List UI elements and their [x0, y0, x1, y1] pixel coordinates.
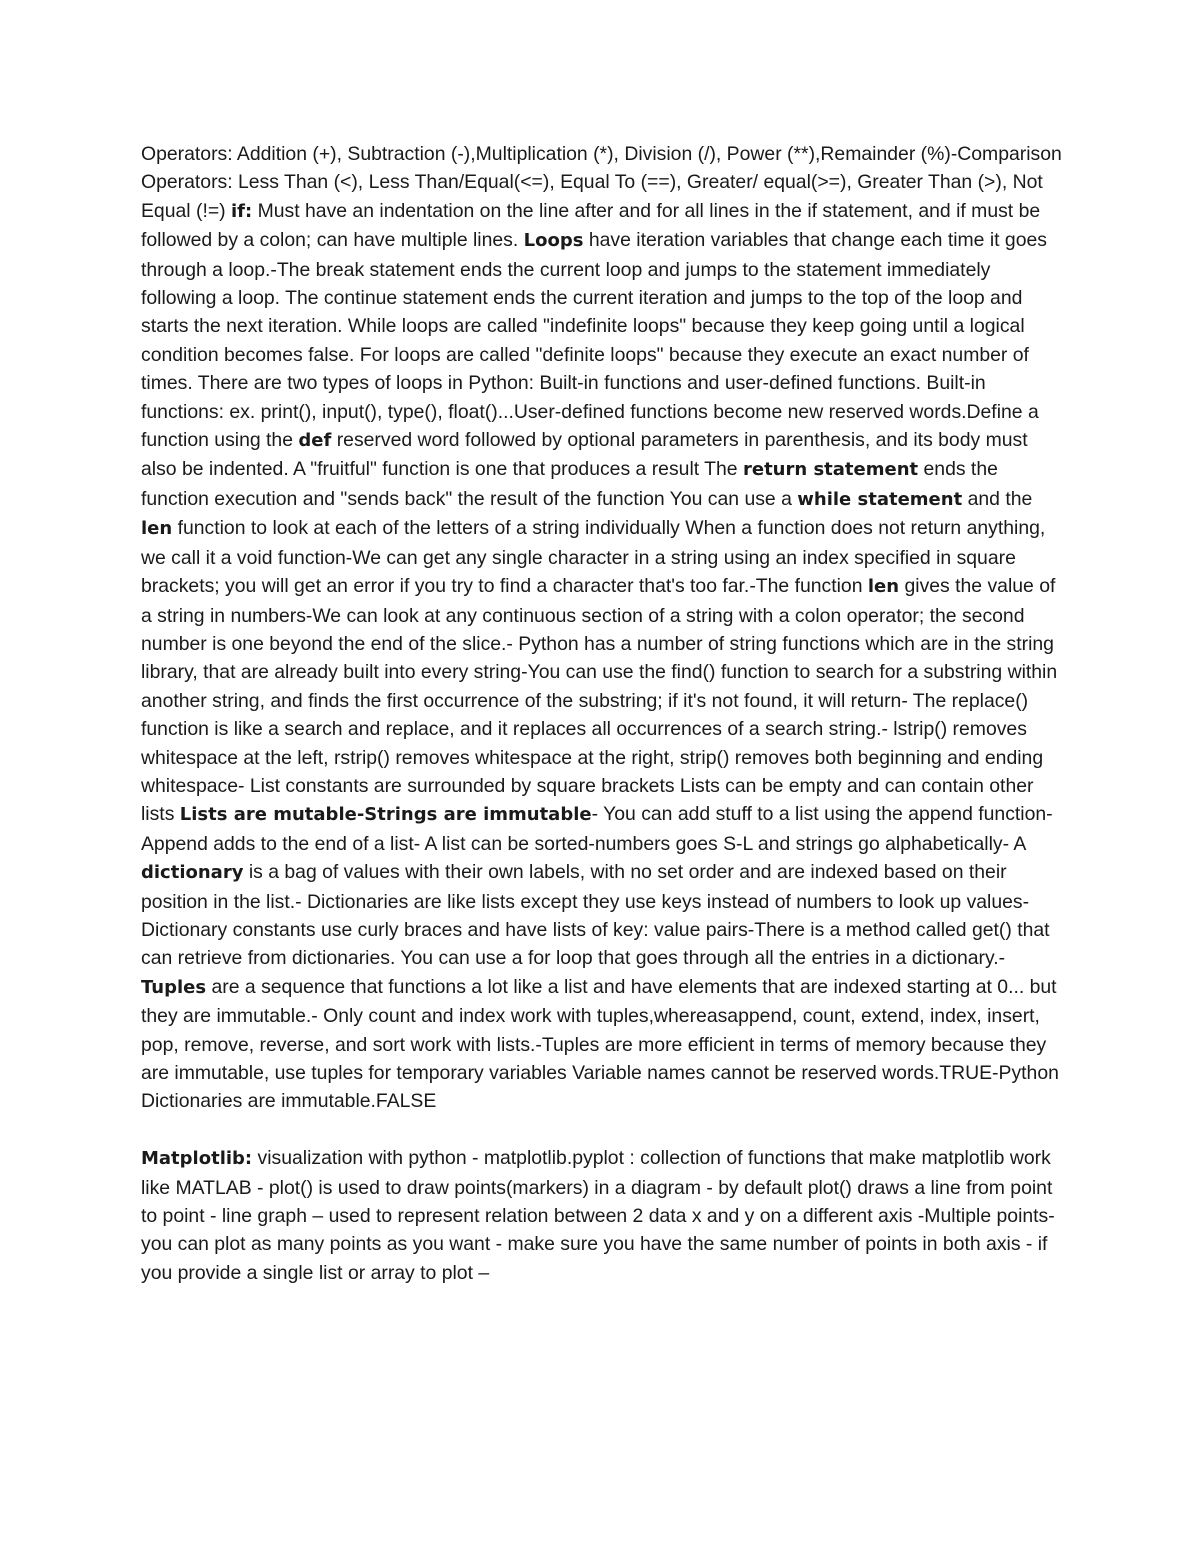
paragraph-matplotlib-notes: [141, 1144, 1066, 1287]
text-run: Must have an indentation on the line after and for all lines in the if statement, and if must be followed by a colon; can have multiple lines.: [141, 199, 1041, 252]
paragraph-python-notes: [141, 140, 1066, 1116]
text-run: is a bag of values with their own labels, with no set order and are indexed based on their position in the list.- Dictionaries are like lists except they use keys instead of numbers to look up values-Dictionary constants use curly braces and have lists of key: value pairs-There is a method called get() that can retrieve from dictionaries. You can use a for loop that goes through all the entries in a dictionary.-: [141, 861, 1050, 970]
text-run: and the: [962, 487, 1033, 510]
text-run: have iteration variables that change each time it goes through a loop.-The break statement ends the current loop and jumps to the statement immediately following a loop. The continue statement ends the current iteration and jumps to the top of the loop and starts the next iteration. While loops are called "indefinite loops" because they keep going until a logical condition becomes false. For loops are called "definite loops" because they execute an exact number of times. There are two types of loops in Python: Built-in functions and user-defined functions. Built-in functions: ex. print(), input(), type(), float()...User-defined functions become new reserved words.Define a function using the: [141, 229, 1047, 452]
document-body: [141, 140, 1066, 1287]
bold-term-dictionary: dictionary: [141, 862, 244, 884]
text-run: are a sequence that functions a lot like a list and have elements that are indexed starting at 0... but they are immutable.- Only count and index work with tuples,whereasappend, count, extend, index, insert, pop, remove, reverse, and sort work with lists.-Tuples are more efficient in terms of memory because they are immutable, use tuples for temporary variables Variable names cannot be reserved words.TRUE-Python Dictionaries are immutable.FALSE: [141, 975, 1059, 1113]
bold-term-tuples: Tuples: [141, 976, 207, 998]
text-run: Operators: Addition (+), Subtraction (-),Multiplication (*), Division (/), Power (**),Remainder (%)-Comparison Operators: Less Than (<), Less Than/Equal(<=), Equal To (==), Greater/ equal(>=), Greater Than (>), Not Equal (!=): [141, 143, 1062, 222]
bold-term-while-statement: while statement: [797, 488, 963, 510]
bold-term-if: if:: [231, 200, 253, 222]
text-run: visualization with python - matplotlib.pyplot : collection of functions that make matplotlib work like MATLAB - plot() is used to draw points(markers) in a diagram - by default plot() draws a line from point to point - line graph – used to represent relation between 2 data x and y on a different axis -Multiple points- you can plot as many points as you want - make sure you have the same number of points in both axis - if you provide a single list or array to plot –: [141, 1147, 1055, 1284]
bold-term-return-statement: return statement: [742, 459, 919, 481]
text-run: reserved word followed by optional parameters in parenthesis, and its body must also be indented. A "fruitful" function is one that produces a result The: [141, 429, 1028, 481]
bold-term-matplotlib: Matplotlib:: [141, 1148, 253, 1170]
bold-term-len: len: [867, 576, 900, 598]
bold-term-def: def: [298, 430, 332, 452]
bold-term-lists-mutable: Lists are mutable-Strings are immutable: [179, 804, 592, 826]
text-run: - You can add stuff to a list using the append function- Append adds to the end of a list- A list can be sorted-numbers goes S-L and strings go alphabetically- A: [141, 803, 1053, 855]
text-run: ends the function execution and "sends back" the result of the function You can use a: [141, 458, 998, 510]
text-run: gives the value of a string in numbers-We can look at any continuous section of a string with a colon operator; the second number is one beyond the end of the slice.- Python has a number of string functions which are in the string library, that are already built into every string-You can use the find() function to search for a substring within another string, and finds the first occurrence of the substring; if it's not found, it will return- The replace() function is like a search and replace, and it replaces all occurrences of a search string.- lstrip() removes whitespace at the left, rstrip() removes whitespace at the right, strip() removes both beginning and ending whitespace- List constants are surrounded by square brackets Lists can be empty and can contain other lists: [141, 575, 1058, 826]
text-run: function to look at each of the letters of a string individually When a function does not return anything, we call it a void function-We can get any single character in a string using an index specified in square brackets; you will get an error if you try to find a character that's too far.-The function: [141, 517, 1046, 598]
bold-term-len: len: [141, 518, 173, 540]
bold-term-loops: Loops: [523, 230, 584, 252]
